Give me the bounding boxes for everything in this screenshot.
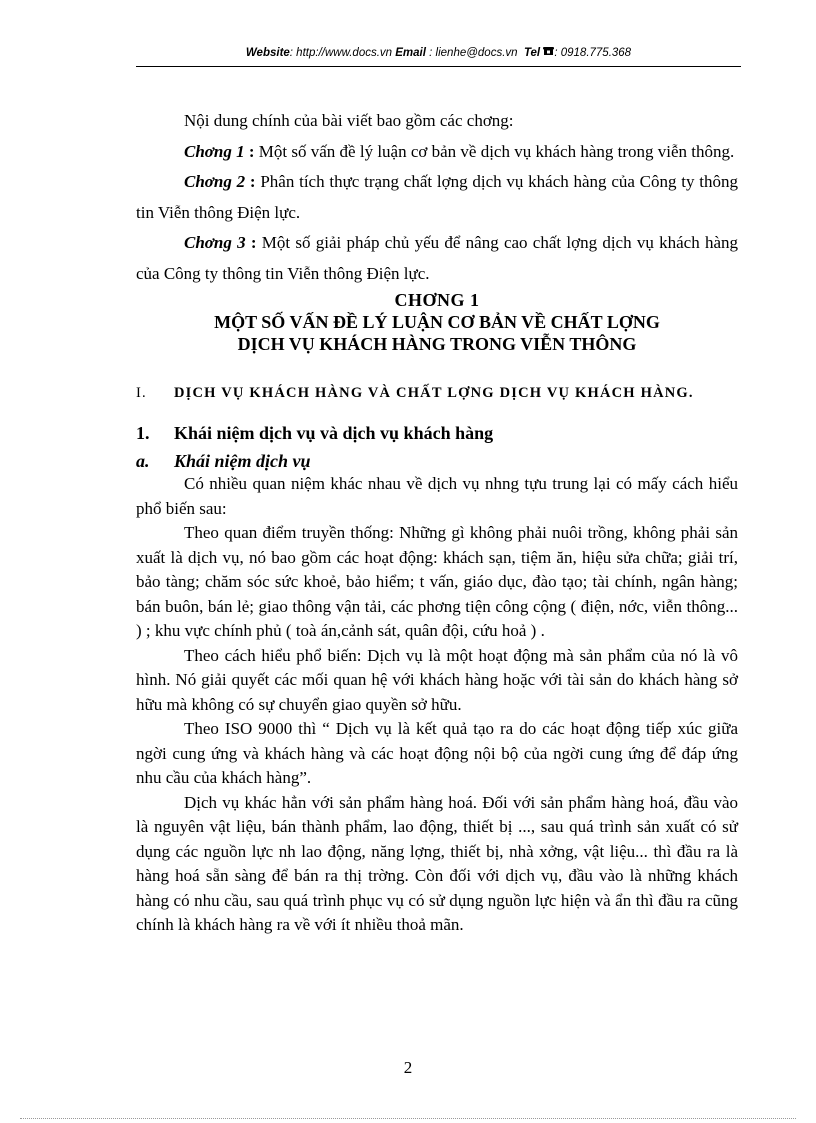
chapter-summary-3: Chơng 3 : Một số giải pháp chủ yếu để nâng cao chất lợng dịch vụ khách hàng của Công ty thông tin Viễn thông Điện lực. — [136, 233, 738, 283]
chapter-number: CHƠNG 1 — [394, 290, 480, 310]
paragraph: Có nhiều quan niệm khác nhau về dịch vụ nhng tựu trung lại có mấy cách hiểu phổ biến sau: — [136, 474, 738, 518]
chapter-2-text: Phân tích thực trạng chất lợng dịch vụ khách hàng của Công ty thông tin Viễn thông Điện lực. — [136, 172, 738, 222]
chapter-3-text: Một số giải pháp chủ yếu để nâng cao chất lợng dịch vụ khách hàng của Công ty thông tin Viễn thông Điện lực. — [136, 233, 738, 283]
chapter-3-label: Chơng 3 — [184, 233, 246, 252]
heading-1-title: Khái niệm dịch vụ và dịch vụ khách hàng — [174, 423, 494, 443]
header-divider — [136, 66, 741, 67]
page-header — [136, 46, 741, 59]
chapter-1-label: Chơng 1 — [184, 141, 245, 161]
section-heading-I — [136, 385, 738, 402]
section-title: DỊCH VỤ KHÁCH HÀNG VÀ CHẤT LỢNG DỊCH VỤ KHÁCH HÀNG. — [174, 385, 694, 401]
phone-icon — [543, 47, 554, 59]
paragraph: Theo cách hiểu phổ biến: Dịch vụ là một hoạt động mà sản phẩm của nó là vô hình. Nó giải quyết các mối quan hệ với khách hàng hoặc với tài sản do khách hàng sở hữu mà không có sự chuyển giao quyền sở hữu. — [136, 645, 738, 714]
chapter-heading — [136, 289, 738, 355]
heading-a-number: a. — [136, 451, 150, 471]
paragraph: Dịch vụ khác hẳn với sản phẩm hàng hoá. Đối với sản phẩm hàng hoá, đầu vào là nguyên vật liệu, bán thành phẩm, lao động, thiết bị ..., sau quá trình sản xuất có sử dụng các nguồn lực nh lao động, năng lợng, thiết bị, nhà xởng, vật liệu... thì đầu ra là hàng hoá sẵn sàng để bán ra thị trờng. Còn đối với dịch vụ, đầu vào là những khách hàng có nhu cầu, sau quá trình phục vụ có sử dụng nguồn lực hiện và ẩn thì đầu ra cũng chính là khách hàng ra về với ít nhiều thoả mãn. — [136, 792, 738, 934]
chapter-1-text: Một số vấn đề lý luận cơ bản về dịch vụ khách hàng trong viễn thông. — [258, 141, 735, 161]
email-label: Email — [395, 47, 426, 59]
paragraph: Theo quan điểm truyền thống: Những gì không phải nuôi trồng, không phải sản xuất là dịch vụ, nó bao gồm các hoạt động: khách sạn, tiệm ăn, hiệu sửa chữa; giải trí, bảo tàng; chăm sóc sức khoẻ, bảo hiểm; t vấn, giáo dục, đào tạo; tài chính, ngân hàng; bán buôn, bán lẻ; giao thông vận tải, các phơng tiện công cộng ( điện, nớc, viễn thông... ) ; khu vực chính phủ ( toà án,cảnh sát, quân đội, cứu hoả ) . — [136, 523, 738, 640]
email-value: : lienhe@docs.vn — [425, 47, 518, 59]
tel-label: Tel — [523, 47, 541, 59]
footer-divider — [20, 1118, 796, 1119]
website-label: Website — [245, 47, 290, 59]
heading-a-title: Khái niệm dịch vụ — [174, 451, 311, 471]
tel-value: : 0918.775.368 — [554, 47, 632, 59]
chapter-summary-1: Chơng 1 : Một số vấn đề lý luận cơ bản về dịch vụ khách hàng trong viễn thông. — [184, 141, 735, 161]
page-content — [136, 106, 738, 938]
paragraph: Theo ISO 9000 thì “ Dịch vụ là kết quả tạo ra do các hoạt động tiếp xúc giữa ngời cung ứng và khách hàng và các hoạt động nội bộ của ngời cung ứng để đáp ứng nhu cầu của khách hàng”. — [136, 719, 738, 787]
chapter-title-line-1: MỘT SỐ VẤN ĐỀ LÝ LUẬN CƠ BẢN VỀ CHẤT LỢNG — [214, 312, 660, 332]
heading-1-number: 1. — [136, 423, 150, 443]
heading-1 — [136, 420, 738, 446]
chapter-2-label: Chơng 2 — [184, 172, 246, 191]
body-text — [136, 472, 738, 938]
chapter-summary-2: Chơng 2 : Phân tích thực trạng chất lợng dịch vụ khách hàng của Công ty thông tin Viễn thông Điện lực. — [136, 172, 738, 222]
chapter-title-line-2: DỊCH VỤ KHÁCH HÀNG TRONG VIỄN THÔNG — [237, 334, 637, 354]
website-value: : http://www.docs.vn — [289, 47, 393, 59]
intro-lead: Nội dung chính của bài viết bao gồm các chơng: — [184, 111, 514, 130]
section-number: I. — [136, 385, 147, 401]
page-number: 2 — [403, 1058, 413, 1077]
heading-a — [136, 450, 738, 472]
